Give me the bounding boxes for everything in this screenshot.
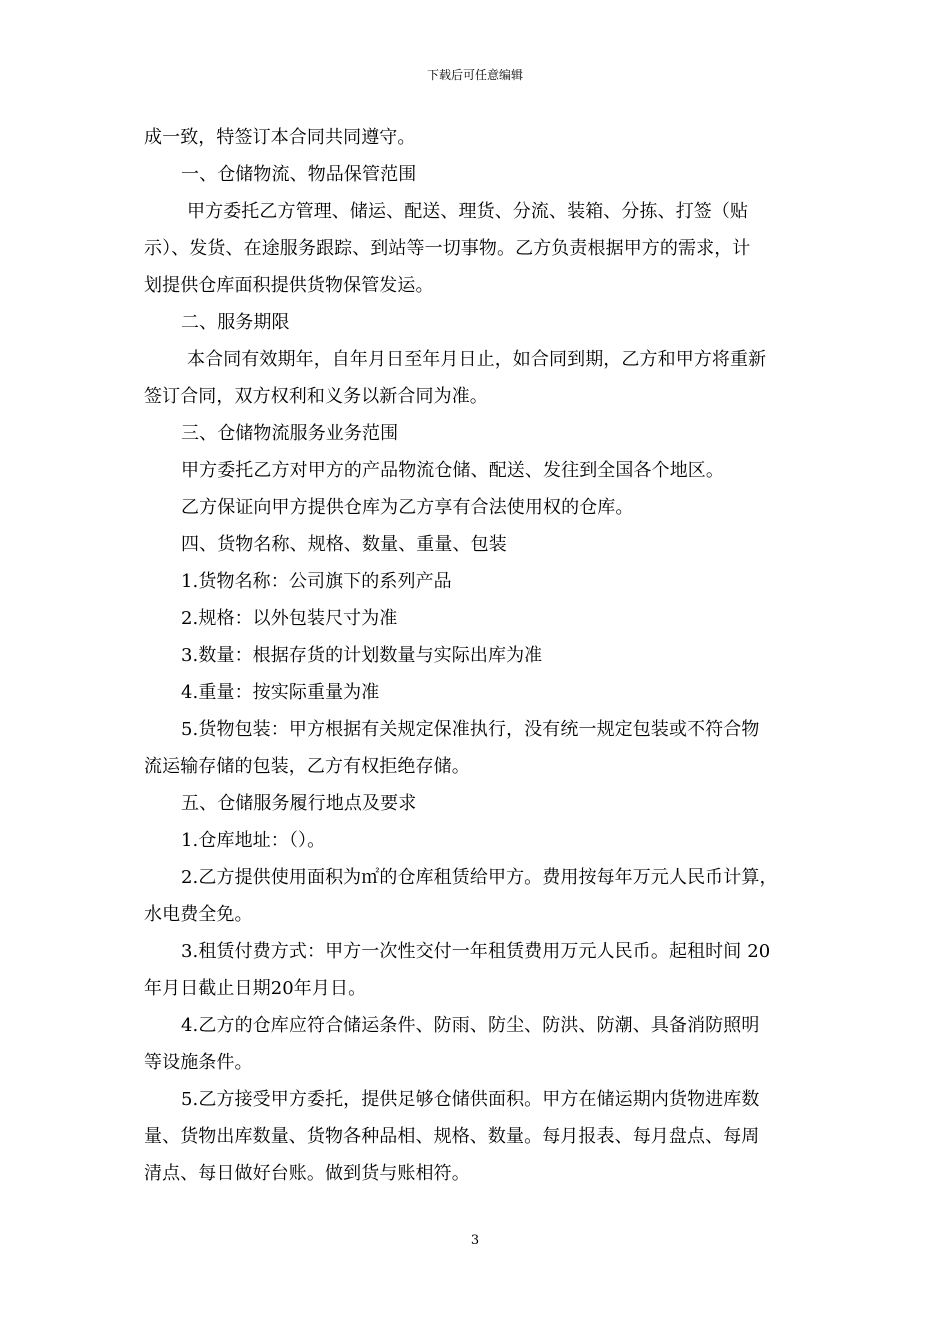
section-heading: 二、服务期限 [181,312,290,333]
page-header: 下载后可任意编辑 [426,68,523,82]
section-heading: 三、仓储物流服务业务范围 [181,423,399,444]
list-item: 2.乙方提供使用面积为㎡的仓库租赁给甲方。费用按每年万元人民币计算， [181,867,778,888]
text-line: 成一致，特签订本合同共同遵守。 [144,127,416,148]
text-line: 年月日截止日期20年月日。 [144,978,367,999]
text-line: 流运输存储的包装，乙方有权拒绝存储。 [144,756,470,777]
text-line: 量、货物出库数量、货物各种品相、规格、数量。每月报表、每月盘点、每周 [144,1126,760,1147]
list-item: 2.规格：以外包装尺寸为准 [181,608,398,629]
list-item: 5.乙方接受甲方委托，提供足够仓储供面积。甲方在储运期内货物进库数 [181,1089,760,1110]
text-line: 甲方委托乙方对甲方的产品物流仓储、配送、发往到全国各个地区。 [181,460,724,481]
text-line: 清点、每日做好台账。做到货与账相符。 [144,1163,470,1184]
text-line: 水电费全免。 [144,904,253,925]
section-heading: 五、仓储服务履行地点及要求 [181,793,417,814]
text-line: 本合同有效期年，自年月日至年月日止，如合同到期，乙方和甲方将重新 [187,349,767,370]
list-item: 3.数量：根据存货的计划数量与实际出库为准 [181,645,543,666]
text-line: 等设施条件。 [144,1052,253,1073]
list-item: 4.乙方的仓库应符合储运条件、防雨、防尘、防洪、防潮、具备消防照明 [181,1015,760,1036]
document-body [144,119,808,1192]
page-number: 3 [470,1233,480,1248]
list-item: 3.租赁付费方式：甲方一次性交付一年租赁费用万元人民币。起租时间 20 [181,941,771,962]
text-line: 签订合同，双方权利和义务以新合同为准。 [144,386,488,407]
section-heading: 一、仓储物流、物品保管范围 [181,164,417,185]
text-line: 乙方保证向甲方提供仓库为乙方享有合法使用权的仓库。 [181,497,634,518]
section-heading: 四、货物名称、规格、数量、重量、包装 [181,534,507,555]
text-line: 示）、发货、在途服务跟踪、到站等一切事物。乙方负责根据甲方的需求，计 [144,238,751,259]
text-line: 划提供仓库面积提供货物保管发运。 [144,275,434,296]
list-item: 1.仓库地址：（）。 [181,830,326,851]
text-line: 甲方委托乙方管理、储运、配送、理货、分流、装箱、分拣、打签（贴 [187,201,749,222]
list-item: 4.重量：按实际重量为准 [181,682,380,703]
list-item: 5.货物包装：甲方根据有关规定保准执行，没有统一规定包装或不符合物 [181,719,760,740]
list-item: 1.货物名称：公司旗下的系列产品 [181,571,452,592]
